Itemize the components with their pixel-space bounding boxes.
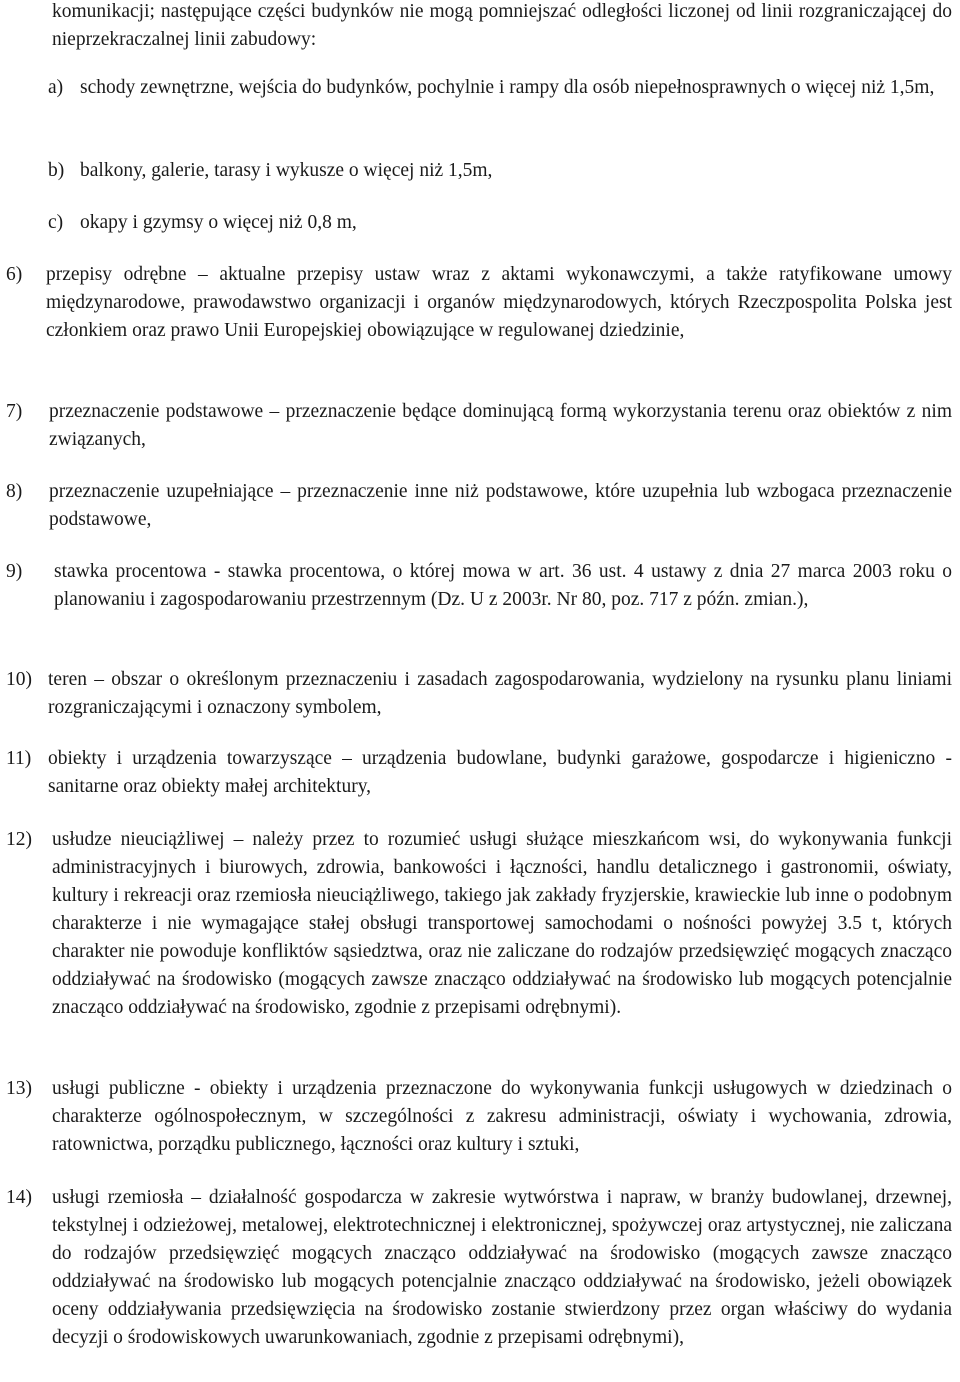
definition-number: 6) bbox=[6, 264, 23, 285]
definition-number: 13) bbox=[6, 1078, 32, 1099]
definition-number: 7) bbox=[6, 401, 23, 422]
definition-text: przepisy odrębne – aktualne przepisy ustaw wraz z aktami wykonawczymi, a także ratyfikowane umowy międzynarodowe, prawodawstwo organizacji i organów międzynarodowych, których Rzeczpospolita Polska jest członkiem oraz prawo Unii Europejskiej obowiązujące w regulowanej dziedzinie, bbox=[46, 264, 952, 341]
definition-number: 9) bbox=[6, 561, 23, 582]
definition-text: usługi publiczne - obiekty i urządzenia przeznaczone do wykonywania funkcji usługowych w dziedzinach o charakterze ogólnospołecznym, w szczególności z zakresu administracji, oświaty i wychowania, zdrowia, ratownictwa, porządku publicznego, łączności oraz kultury i sztuki, bbox=[52, 1078, 952, 1155]
list-item-label: c) bbox=[48, 212, 64, 233]
definition-item-11 bbox=[6, 745, 952, 801]
definition-item-14 bbox=[6, 1184, 952, 1380]
definition-number: 12) bbox=[6, 829, 32, 850]
definition-item-9 bbox=[6, 558, 952, 642]
definition-text: obiekty i urządzenia towarzyszące – urządzenia budowlane, budynki garażowe, gospodarcze i higieniczno - sanitarne oraz obiekty małej architektury, bbox=[48, 748, 952, 797]
definition-number: 14) bbox=[6, 1187, 32, 1208]
intro-paragraph: komunikacji; następujące części budynków nie mogą pomniejszać odległości liczonej od linii rozgraniczającej do nieprzekraczalnej linii zabudowy: bbox=[52, 1, 952, 50]
definition-text: teren – obszar o określonym przeznaczeniu i zasadach zagospodarowania, wydzielony na rysunku planu liniami rozgraniczającymi i oznaczony symbolem, bbox=[48, 669, 952, 718]
definition-item-7 bbox=[6, 398, 952, 454]
definition-text: usłudze nieuciążliwej – należy przez to rozumieć usługi służące mieszkańcom wsi, do wykonywania funkcji administracyjnych i biurowych, zdrowia, bankowości i łączności, handlu detalicznego i gastronomii, oświaty, kultury i rekreacji oraz rzemiosła nieuciążliwego, takiego jak zakłady fryzjerskie, krawieckie lub inne o podobnym charakterze i nie wymagające stałej obsługi transportowej samochodami o nośności powyżej 3.5 t, których charakter nie powoduje konfliktów sąsiedztwa, oraz nie zaliczane do rodzajów przedsięwzięć mogących znacząco oddziaływać na środowisko (mogących zawsze znacząco oddziaływać na środowisko lub mogących potencjalnie znacząco oddziaływać na środowisko, zgodnie z przepisami odrębnymi). bbox=[52, 829, 952, 1018]
definition-item-8 bbox=[6, 478, 952, 534]
list-item-a bbox=[48, 74, 952, 130]
list-item-text: schody zewnętrzne, wejścia do budynków, pochylnie i rampy dla osób niepełnosprawnych o więcej niż 1,5m, bbox=[80, 77, 935, 98]
list-item-label: b) bbox=[48, 160, 65, 181]
definition-text: stawka procentowa - stawka procentowa, o której mowa w art. 36 ust. 4 ustawy z dnia 27 marca 2003 roku o planowaniu i zagospodarowaniu przestrzennym (Dz. U z 2003r. Nr 80, poz. 717 z późn. zmian.), bbox=[54, 561, 952, 610]
list-item-b bbox=[48, 157, 952, 185]
list-item-c bbox=[48, 209, 952, 237]
definition-item-6 bbox=[6, 261, 952, 373]
definition-text: przeznaczenie uzupełniające – przeznaczenie inne niż podstawowe, które uzupełnia lub wzbogaca przeznaczenie podstawowe, bbox=[49, 481, 952, 530]
list-item-text: okapy i gzymsy o więcej niż 0,8 m, bbox=[80, 212, 357, 233]
definition-text: usługi rzemiosła – działalność gospodarcza w zakresie wytwórstwa i napraw, w branży budowlanej, drzewnej, tekstylnej i odzieżowej, metalowej, elektrotechnicznej i elektronicznej, spożywczej oraz artystycznej, nie zaliczana do rodzajów przedsięwzięć mogących znacząco oddziaływać na środowisko (mogących zawsze znacząco oddziaływać na środowisko lub mogących potencjalnie znacząco oddziaływać na środowisko, jeżeli obowiązek oceny oddziaływania przedsięwzięcia na środowisko zostanie stwierdzony przez organ właściwy do wydania decyzji o środowiskowych uwarunkowaniach, zgodnie z przepisami odrębnymi), bbox=[52, 1187, 952, 1348]
definition-item-10 bbox=[6, 666, 952, 722]
definition-number: 11) bbox=[6, 748, 32, 769]
definition-number: 8) bbox=[6, 481, 23, 502]
definition-number: 10) bbox=[6, 669, 32, 690]
list-item-label: a) bbox=[48, 77, 64, 98]
definition-item-12 bbox=[6, 826, 952, 1050]
definition-text: przeznaczenie podstawowe – przeznaczenie będące dominującą formą wykorzystania terenu oraz obiektów z nim związanych, bbox=[49, 401, 952, 450]
list-item-text: balkony, galerie, tarasy i wykusze o więcej niż 1,5m, bbox=[80, 160, 493, 181]
definition-item-13 bbox=[6, 1075, 952, 1159]
